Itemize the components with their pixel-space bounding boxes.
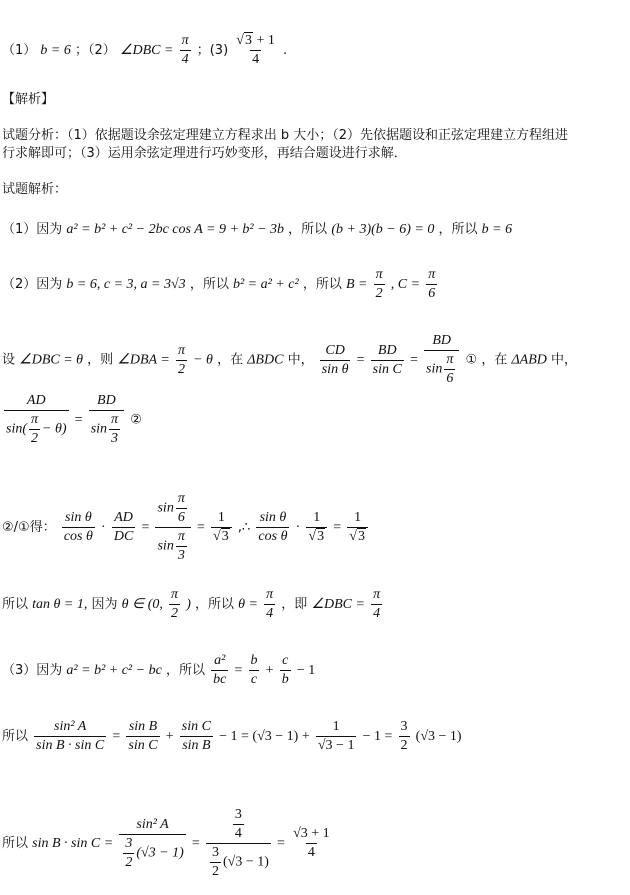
part2-line: [2, 266, 439, 303]
text: （3）因为: [2, 663, 63, 678]
fraction-numerator: 3: [211, 845, 219, 860]
fraction-denominator: 6: [177, 510, 185, 525]
fraction: [234, 32, 277, 69]
text: （1）因为: [2, 222, 63, 237]
answer-part1-label: （1）: [2, 43, 37, 58]
fraction: [347, 509, 368, 546]
fraction-numerator: π: [446, 352, 454, 367]
text: ，所以: [189, 277, 229, 292]
text: （2）因为: [2, 277, 63, 292]
sin-label: sin: [157, 500, 174, 516]
text: 因为: [91, 597, 118, 612]
fraction-denominator: [424, 350, 459, 388]
text: 所以: [2, 836, 29, 851]
part3b-line: 所以 $\frac{\text{sin² A}}{\text{sin B · sin C}}$ = $\frac{\text{sin B}}{\text{sin C}}$ + $\frac{\text{sin C}}{\text{sin B}}$ − 1 = (√3 − 1) + $\frac{1}{√3 - 1}$ − 1 = $\frac{3}{2}$ (√3 − 1): [2, 719, 462, 753]
fraction-numerator: π: [171, 587, 179, 602]
text: ，在: [217, 352, 244, 368]
fraction: [249, 652, 260, 689]
text: ，即: [281, 597, 308, 612]
fraction-denominator: √3 − 1: [317, 738, 355, 753]
fraction-denominator: 2: [211, 864, 219, 879]
equation: tan θ = 1,: [32, 597, 88, 612]
fraction: [444, 351, 455, 388]
equation: ∠DBC =: [311, 597, 365, 612]
text: 所以: [2, 597, 29, 612]
part2d-line: ②/①得： $\frac{\text{sin θ}}{\text{cos θ}}$ · $\frac{AD}{DC}$ = sin $\frac{\pi}{6}$ sin $\frac{\pi}{3}$ = $\frac{1}{√3}$ ,∴ $\frac{\text{sin θ}}{\text{cos θ}}$ · $\frac{1}{√3}$ = $\frac{1}{√3}$: [2, 490, 370, 565]
fraction-numerator: π: [375, 267, 383, 282]
sin-label: sin: [157, 538, 174, 554]
equation: b² = a² + c²: [232, 277, 299, 292]
fraction: [89, 392, 124, 448]
equation: (√3 − 1): [415, 729, 462, 744]
jiexi-heading: 【解析】: [2, 92, 55, 107]
fraction-numerator: CD: [325, 342, 345, 358]
equation: − θ: [193, 352, 213, 368]
fraction-denominator: sin θ: [321, 361, 349, 377]
answer-line: [2, 32, 287, 69]
numerator-tail: + 1: [256, 33, 275, 48]
fraction-denominator: 4: [252, 52, 260, 67]
fraction: [109, 411, 120, 448]
fraction-denominator: 4: [266, 606, 274, 621]
fraction-denominator: √3: [211, 527, 232, 546]
separator: ；(3): [196, 43, 229, 58]
fraction: [374, 266, 385, 303]
fraction-numerator: π: [111, 412, 119, 427]
fraction: [206, 806, 271, 881]
fraction-numerator: √3 + 1: [236, 33, 275, 48]
fraction: [371, 586, 382, 623]
fraction: [399, 718, 410, 755]
fraction: [123, 835, 134, 872]
fraction-denominator: cos θ: [258, 529, 288, 544]
fraction: [29, 411, 40, 448]
text: ，所以: [302, 277, 342, 292]
circled-one-marker: ①: [465, 352, 478, 368]
fraction-numerator: 3: [400, 719, 408, 734]
equation: (b + 3)(b − 6) = 0: [331, 222, 435, 237]
denominator-tail: (√3 − 1): [222, 854, 269, 870]
fraction-numerator: 3: [234, 807, 242, 822]
fraction-denominator: 2: [400, 738, 408, 753]
fraction-denominator: 2: [125, 854, 133, 870]
radicand: 3: [317, 529, 325, 544]
fraction: [176, 342, 187, 379]
equation: θ =: [238, 597, 258, 612]
fraction-denominator: [155, 527, 190, 565]
analysis-line-1: 试题分析：（1）依据题设余弦定理建立方程求出 b 大小；（2）先依据题设和正弦定理建立方程组进: [2, 128, 569, 143]
equation: B =: [345, 277, 368, 292]
text: ，在: [481, 352, 508, 368]
fraction-numerator: sin C: [181, 719, 211, 734]
part3-line: （3）因为 a² = b² + c² − bc ，所以 $\frac{\text{a²}}{bc}$ = $\frac{b}{c}$ + $\frac{c}{b}$ − 1: [2, 653, 316, 687]
fraction-numerator: 1: [217, 510, 225, 525]
fraction-denominator: [4, 410, 69, 448]
fraction: [371, 342, 404, 379]
fraction-numerator: 1: [354, 510, 362, 525]
text: 设: [2, 352, 16, 368]
fraction-denominator: 4: [181, 52, 189, 67]
fraction: [155, 490, 190, 565]
fraction-denominator: DC: [113, 529, 134, 544]
fraction-denominator: √3: [347, 527, 368, 546]
sin-label: sin: [90, 421, 108, 437]
fraction-numerator: 3: [125, 835, 133, 851]
sin-label: sin: [426, 361, 443, 377]
fraction-numerator: sin² A: [54, 719, 87, 734]
fraction: [320, 342, 351, 379]
triangle-label: ΔBDC: [247, 352, 284, 368]
fraction-denominator: [89, 410, 124, 448]
equation: ∠DBC = θ: [19, 352, 84, 368]
fraction-denominator: bc: [213, 672, 227, 687]
triangle-label: ΔABD: [511, 352, 547, 368]
fraction-denominator: 3: [111, 431, 119, 446]
equation: ∠DBA =: [117, 352, 170, 368]
fraction-numerator: π: [428, 267, 436, 282]
fraction-denominator: sin B · sin C: [36, 738, 105, 753]
part2b-line: 设 ∠DBC = θ ，则 ∠DBA = $\frac{\pi}{2}$ − θ ，在 ΔBDC 中， $\frac{CD}{\text{sin θ}}$ = $\frac{BD}{\text{sin C}}$ = BD sin $\frac{\pi}{6}$ ① ，在 ΔABD 中，: [2, 333, 578, 386]
radicand: 3: [221, 529, 229, 544]
sin-close: − θ): [42, 421, 67, 437]
fraction-numerator: π: [177, 491, 185, 506]
fraction: [280, 652, 291, 689]
fraction: [34, 718, 106, 755]
fraction-denominator: sin C: [372, 361, 402, 377]
radicand: 3: [357, 529, 365, 544]
text: ，所以: [195, 597, 235, 612]
equation: a² = b² + c² − 2bc cos A = 9 + b² − 3b: [66, 222, 285, 237]
fraction: [211, 652, 228, 689]
fraction-numerator: sin θ: [65, 510, 92, 525]
fraction-denominator: 4: [307, 845, 315, 860]
fraction-denominator: 2: [177, 361, 185, 377]
fraction-denominator: 2: [31, 431, 38, 446]
text: 中，: [551, 352, 578, 368]
text: 中，: [287, 352, 314, 368]
radicand: 3: [244, 33, 252, 48]
equation: a² = b² + c² − bc: [66, 663, 162, 678]
fraction-denominator: sin C: [128, 738, 158, 753]
separator: ；（2）: [75, 43, 116, 58]
fraction-numerator: AD: [114, 510, 133, 525]
part1-line: [2, 222, 512, 238]
fraction-denominator: √3: [306, 527, 327, 546]
fraction-denominator: cos θ: [63, 529, 93, 544]
equation: θ ∈ (0,: [121, 597, 163, 612]
fraction-denominator: 4: [234, 826, 242, 841]
fraction-numerator: 1: [313, 510, 321, 525]
fraction-numerator: [155, 490, 190, 527]
text: ②/①得：: [2, 520, 56, 535]
answer-part2-lhs: ∠DBC =: [119, 43, 174, 58]
fraction-numerator: π: [177, 529, 185, 544]
equation: b = 6, c = 3, a = 3√3: [66, 277, 186, 292]
fraction: [169, 586, 180, 623]
fraction: [210, 844, 221, 881]
fraction-denominator: c: [250, 672, 258, 687]
answer-part1-value: b = 6: [40, 43, 71, 58]
text: ，所以: [288, 222, 328, 237]
part3c-line: 所以 sin B · sin C = sin² A $\frac{3}{2}$ (√3 − 1) = $\frac{3}{4}$ $\frac{3}{2}$ (√3 − 1) = $\frac{√3 + 1}{4}$: [2, 807, 330, 879]
fraction-denominator: 4: [373, 606, 381, 621]
fraction-numerator: sin² A: [136, 816, 169, 832]
sin-open: sin(: [6, 421, 27, 437]
fraction: [256, 509, 289, 546]
fraction-numerator: π: [266, 587, 274, 602]
fraction-denominator: sin B: [182, 738, 211, 753]
fraction: [112, 509, 135, 546]
equation: b = 6: [481, 222, 513, 237]
fraction-denominator: 6: [446, 371, 454, 386]
fraction: [426, 266, 437, 303]
fraction: [316, 718, 357, 755]
fraction: [233, 806, 244, 843]
fraction: [424, 332, 459, 388]
fraction-numerator: sin θ: [259, 510, 287, 525]
fraction: [119, 816, 185, 872]
text: 所以: [2, 729, 29, 744]
text: ，所以: [165, 663, 205, 678]
equation: , C =: [390, 277, 421, 292]
equation: ): [186, 597, 191, 612]
equation: sin B · sin C =: [32, 836, 114, 851]
fraction: [180, 718, 213, 755]
part2e-line: [2, 586, 384, 623]
equation: − 1 =: [362, 729, 393, 744]
fraction-numerator: sin B: [128, 719, 158, 734]
fraction-numerator: π: [31, 412, 39, 427]
therefore-symbol: ,∴: [237, 520, 251, 535]
equation: − 1: [296, 663, 316, 678]
fraction-numerator: π: [181, 33, 189, 48]
solution-heading: 试题解析：: [2, 182, 68, 197]
period: .: [283, 43, 288, 58]
fraction-denominator: 2: [375, 286, 383, 301]
fraction: [4, 392, 69, 448]
equation: − 1 = (√3 − 1) +: [219, 729, 310, 744]
circled-two-marker: ②: [130, 412, 142, 428]
analysis-line-2: 行求解即可；（3）运用余弦定理进行巧妙变形，再结合题设进行求解．: [2, 146, 407, 161]
fraction-denominator: 3: [177, 548, 185, 563]
fraction: [176, 490, 187, 527]
fraction-numerator: √3 + 1: [293, 826, 330, 841]
fraction-numerator: π: [177, 342, 185, 358]
fraction-numerator: [229, 806, 248, 843]
fraction-numerator: BD: [97, 393, 116, 408]
fraction-numerator: b: [250, 653, 258, 668]
fraction: [62, 509, 95, 546]
fraction-denominator: b: [281, 672, 289, 687]
fraction: [264, 586, 275, 623]
fraction-numerator: BD: [432, 333, 452, 348]
fraction-denominator: 6: [428, 286, 436, 301]
fraction: [211, 509, 232, 546]
text: ，所以: [438, 222, 478, 237]
fraction-numerator: AD: [26, 393, 46, 408]
part2c-line: AD sin( $\frac{\pi}{2}$ − θ) = BD sin $\frac{\pi}{3}$ ②: [6, 393, 142, 446]
fraction-numerator: BD: [377, 342, 397, 358]
fraction-denominator: [119, 834, 185, 872]
fraction: [176, 528, 187, 565]
fraction: [180, 32, 191, 69]
text: ，则: [87, 352, 114, 368]
fraction: [126, 718, 159, 755]
fraction-denominator: [206, 843, 271, 881]
fraction-denominator: 2: [171, 606, 179, 621]
fraction-numerator: 1: [332, 719, 340, 734]
denominator-tail: (√3 − 1): [136, 845, 184, 861]
fraction: [306, 509, 327, 546]
fraction: [291, 825, 332, 862]
fraction-numerator: a²: [214, 653, 226, 668]
fraction-numerator: π: [373, 587, 381, 602]
fraction-numerator: c: [282, 653, 289, 668]
